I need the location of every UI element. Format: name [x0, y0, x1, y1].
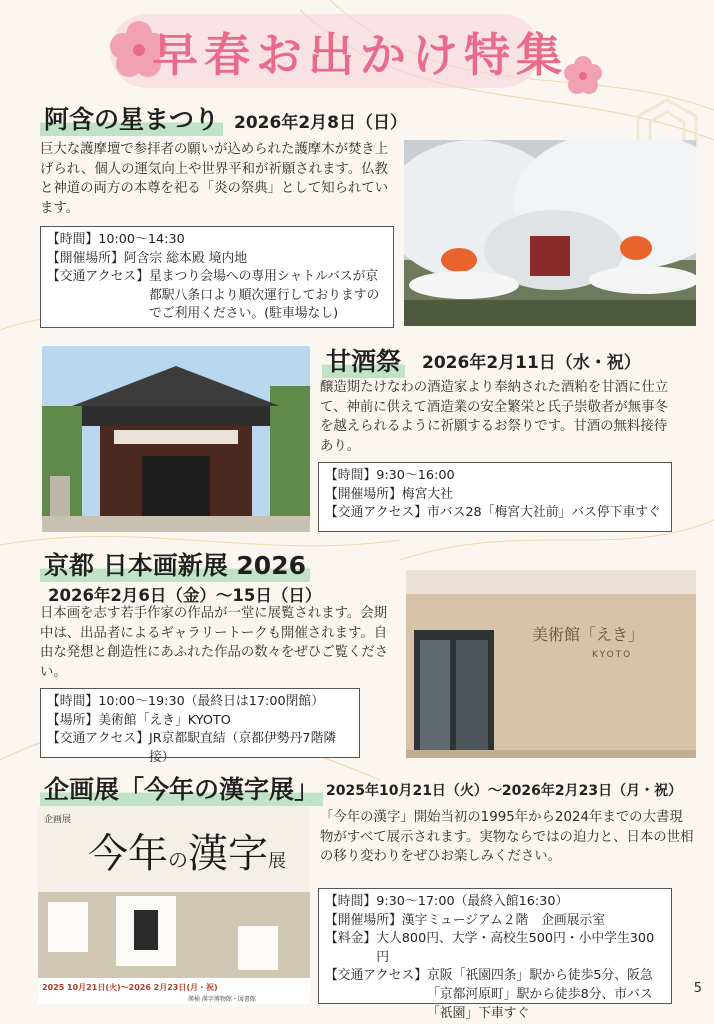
section-title-nihonga: 京都 日本画新展 2026 — [40, 546, 310, 582]
section-date: 2026年2月8日（日） — [234, 113, 407, 133]
section-description: 「今年の漢字」開始当初の1995年から2024年までの大書現物がすべて展示されます。実物ならではの迫力と、日本の世相の移り変わりをぜひお楽しみください。 — [320, 810, 694, 864]
info-box: 【時間】 9:30〜17:00（最終入館16:30） 【開催場所】 漢字ミュージアム２階 企画展示室 【料金】 大人800円、大学・高校生500円・小中学生300円 【交通アクセス】 京阪「祇園四条」駅から徒歩5分、阪急「京都河原町」駅から徒歩8分、市バス「祇園」下車すぐ — [318, 888, 672, 1004]
museum-sign: 美術館「えき」 — [532, 625, 645, 644]
poster-venue: 漢検 漢字博物館・図書館 — [188, 996, 256, 1003]
section-date: 2026年2月6日（金）〜15日（日） — [48, 586, 322, 605]
section-date: 2026年2月11日（水・祝） — [422, 353, 641, 373]
info-box: 【時間】 9:30〜16:00 【開催場所】 梅宮大社 【交通アクセス】 市バス28「梅宮大社前」バス停下車すぐ — [318, 462, 672, 532]
poster-dates: 2025 10月21日(火)〜2026 2月23日(月・祝) — [42, 983, 218, 992]
page-number: 5 — [693, 981, 702, 996]
section-description: 日本画を志す若手作家の作品が一堂に展覧されます。会期中は、出品者によるギャラリートークも開催されます。自由な発想と創造性にあふれた作品の数々をぜひご覧ください。 — [40, 606, 389, 680]
section-title-amazake: 甘酒祭 — [322, 342, 405, 378]
section-date: 2025年10月21日（火）〜2026年2月23日（月・祝） — [326, 783, 683, 799]
section-description: 醸造期たけなわの酒造家より奉納された酒粕を甘酒に仕立て、神前に供えて酒造業の安全繁栄と氏子崇敬者が無事冬を越えられるように祈願するお祭りです。甘酒の無料接待あり。 — [320, 380, 669, 454]
section-title-kanji-exhibit: 企画展「今年の漢字展」 — [40, 770, 323, 806]
photo-shrine-gate — [42, 346, 310, 532]
museum-sign-sub: KYOTO — [592, 650, 633, 660]
photo-fire-festival — [404, 140, 696, 326]
page-title: 早春お出かけ特集 — [152, 28, 568, 82]
poster-kanji-exhibit — [38, 806, 310, 1004]
section-description: 巨大な護摩壇で参拝者の願いが込められた護摩木が焚き上げられ、個人の運気向上や世界平和が祈願されます。仏教と神道の両方の本尊を祀る「炎の祭典」として知られています。 — [40, 142, 389, 216]
section-title-hoshi-matsuri: 阿含の星まつり — [40, 100, 223, 136]
info-box: 【時間】 10:00〜14:30 【開催場所】 阿含宗 総本殿 境内地 【交通アクセス】 星まつり会場への専用シャトルバスが京都駅八条口より順次運行しておりますのでご利用ください。(駐車場なし) — [40, 226, 394, 328]
info-box: 【時間】 10:00〜19:30（最終日は17:00閉館） 【場所】 美術館「えき」KYOTO 【交通アクセス】 JR京都駅直結（京都伊勢丹7階隣接） — [40, 688, 360, 758]
poster-tag: 企画展 — [44, 815, 72, 825]
photo-museum-eki — [406, 570, 696, 758]
poster-title: 今年の漢字展 — [88, 831, 286, 877]
